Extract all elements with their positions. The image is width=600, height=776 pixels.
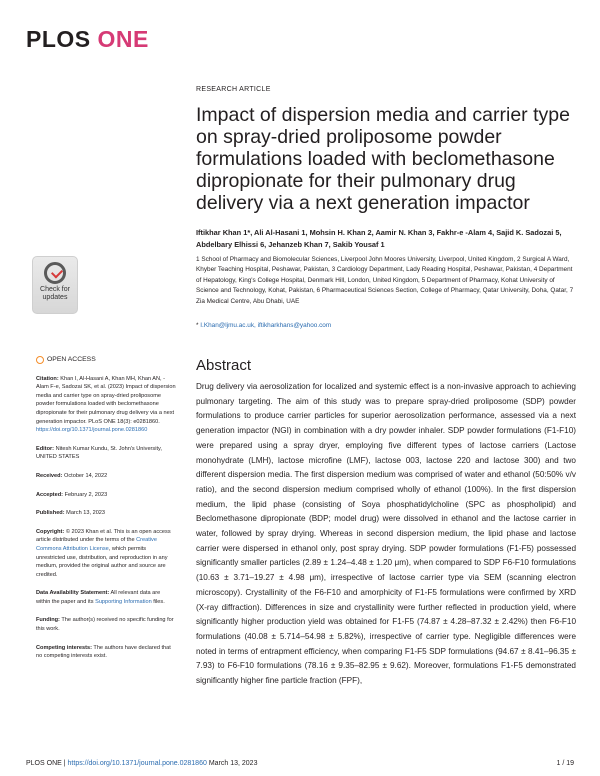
- competing-interests-label: Competing interests:: [36, 644, 92, 651]
- received-label: Received:: [36, 472, 63, 479]
- published-label: Published:: [36, 510, 65, 517]
- corresponding-email: [196, 322, 576, 329]
- footer-doi-link[interactable]: https://doi.org/10.1371/journal.pone.0281860: [67, 760, 207, 767]
- funding-block: [36, 616, 176, 633]
- citation-text: Khan I, Al-Hasani A, Khan MH, Khan AN, -Alam F-e, Sadozai SK, et al. (2023) Impact of dispersion media and carrier type on spray-dried proliposome powder formulations loaded with beclomethasone dipropionate for their pulmonary drug delivery via a next generation impactor. PLoS ONE 18(3): e0281860.: [36, 375, 176, 425]
- article-info-sidebar: [36, 356, 176, 671]
- citation-block: [36, 375, 176, 435]
- funding-text: The author(s) received no specific funding for this work.: [36, 617, 174, 633]
- copyright-block: [36, 528, 176, 580]
- accepted-block: [36, 491, 176, 500]
- email-link[interactable]: I.Khan@ljmu.ac.uk, iftikharkhans@yahoo.com: [200, 322, 332, 329]
- published-date: March 13, 2023: [66, 510, 106, 517]
- editor-text: Nitesh Kumar Kundu, St. John's University, UNITED STATES: [36, 445, 162, 461]
- accepted-date: February 2, 2023: [64, 491, 108, 498]
- competing-interests-text: The authors have declared that no competing interests exist.: [36, 644, 171, 660]
- footer-left: [26, 760, 257, 767]
- published-block: [36, 509, 176, 518]
- footer-separator: |: [63, 760, 66, 767]
- open-lock-icon: [36, 356, 44, 364]
- footer-journal: PLOS ONE: [26, 760, 62, 767]
- received-date: October 14, 2022: [64, 472, 108, 479]
- badge-line1: Check for: [40, 286, 70, 293]
- affiliations: 1 School of Pharmacy and Biomolecular Sciences, Liverpool John Moores University, Liverpool, United Kingdom, 2 Surgical A Ward, Khyber Teaching Hospital, Peshawar, Pakistan, 3 Cardiology Department, Lady Reading Hospital, Peshawar, Pakistan, 4 Department of Hepatology, King's College Hospital, Denmark Hill, London, United Kingdom, 5 Department of Pharmacy, Kohat University of Science and Technology, Kohat, Pakistan, 6 Pharmaceutical Sciences Section, College of Pharmacy, Qatar University, Doha, Qatar, 7 Zia Medical Centre, Abu Dhabi, UAE: [196, 256, 574, 305]
- data-availability-block: [36, 589, 176, 606]
- open-access-label: [36, 356, 176, 365]
- copyright-text-a: © 2023 Khan et al. This is an open access article distributed under the terms of the: [36, 528, 171, 544]
- check-for-updates-badge[interactable]: [32, 256, 78, 314]
- abstract-body: Drug delivery via aerosolization for localized and systemic effect is a non-invasive approach to achieving pulmonary targeting. The aim of this study was to prepare spray-dried proliposome (SDP) powder formulations to produce carrier particles for superior aerosolization performance, assessed via a next generation impactor (NGI) in combination with a dry powder inhaler. SDP powder formulations (F1-F10) were prepared using a spray dryer, employing five different types of lactose carriers (Lactose monohydrate (LMH), lactose microfine (LMF), lactose 003, lactose 220 and lactose 300) and two different dispersion media. The first dispersion medium was comprised of water and ethanol (50:50% v/v ratio), and the second dispersion medium comprised wholly of ethanol (100%). In the first dispersion medium, the lipid phase (consisting of Soya phosphatidylcholine (SPC as phospholipid) and Beclomethasone dipropionate (BDP; model drug) were dissolved in ethanol and the lactose carrier in water, followed by spray drying. Whereas in second dispersion medium, the lipid phase and lactose carrier were dispersed in ethanol only, post spray drying. SDP powder formulations (F1-F5) possessed significantly smaller particles (2.89 ± 1.24–4.48 ± 1.20 μm), when compared to SDP F6-F10 formulations (10.63 ± 3.71–19.27 ± 4.98 μm), irrespective of lactose carrier type via SEM (scanning electron microscopy). Crystallinity of the F6-F10 and amorphicity of F1-F5 formulations were confirmed by XRD (X-ray diffraction). Differences in size and crystallinity were further reflected in production yield, where significantly higher production yield was obtained for F1-F5 (74.87 ± 4.28–87.32 ± 2.42%) then F6-F10 formulations (40.08 ± 5.714–54.98 ± 5.82%), irrespective of carrier type. Negligible differences were noted in terms of entrapment efficiency, when comparing F1-F5 SDP formulations (94.67 ± 8.41–96.35 ± 7.93) to F6-F10 formulations (78.16 ± 9.35–82.95 ± 9.62). Moreover, formulations F1-F5 demonstrated significantly higher fine particle fraction (FPF),: [196, 382, 576, 686]
- received-block: [36, 472, 176, 481]
- copyright-text-b: , which permits unrestricted use, distribution, and reproduction in any medium, provided the original author and source are credited.: [36, 545, 168, 578]
- logo-plos: PLOS: [26, 26, 91, 52]
- accepted-label: Accepted:: [36, 491, 64, 498]
- copyright-label: Copyright:: [36, 528, 65, 535]
- article-title: Impact of dispersion media and carrier type on spray-dried proliposome powder formulations loaded with beclomethasone dipropionate for their pulmonary drug delivery via a next generation impactor: [196, 104, 570, 214]
- page-footer: [26, 760, 574, 767]
- check-updates-icon: [44, 262, 66, 284]
- license-link[interactable]: Creative Commons Attribution License: [36, 537, 157, 552]
- open-access-text: OPEN ACCESS: [47, 356, 96, 363]
- funding-label: Funding:: [36, 617, 60, 624]
- supporting-info-link[interactable]: Supporting Information: [95, 598, 152, 605]
- editor-label: Editor:: [36, 445, 55, 452]
- logo-one: ONE: [97, 26, 149, 52]
- footer-date: March 13, 2023: [208, 760, 258, 767]
- corresponding-star: *: [196, 322, 199, 329]
- article-type: RESEARCH ARTICLE: [196, 86, 271, 93]
- data-availability-label: Data Availability Statement:: [36, 590, 110, 597]
- page-number: 1 / 19: [556, 760, 574, 767]
- competing-interests-block: [36, 644, 176, 661]
- editor-block: [36, 445, 176, 462]
- citation-label: Citation:: [36, 375, 59, 382]
- badge-line2: updates: [42, 294, 68, 301]
- author-list: Iftikhar Khan 1*, Ali Al-Hasani 1, Mohsin H. Khan 2, Aamir N. Khan 3, Fakhr-e -Alam 4, Sajid K. Sadozai 5, Abdelbary Elhissi 6, Jehanzeb Khan 7, Sakib Yousaf 1: [196, 228, 562, 249]
- citation-doi-link[interactable]: https://doi.org/10.1371/journal.pone.0281860: [36, 427, 148, 434]
- data-availability-text-a: All relevant data are within the paper and its: [36, 590, 161, 605]
- journal-logo: [26, 26, 149, 53]
- abstract-heading: Abstract: [196, 357, 252, 374]
- data-availability-text-b: files.: [153, 598, 165, 605]
